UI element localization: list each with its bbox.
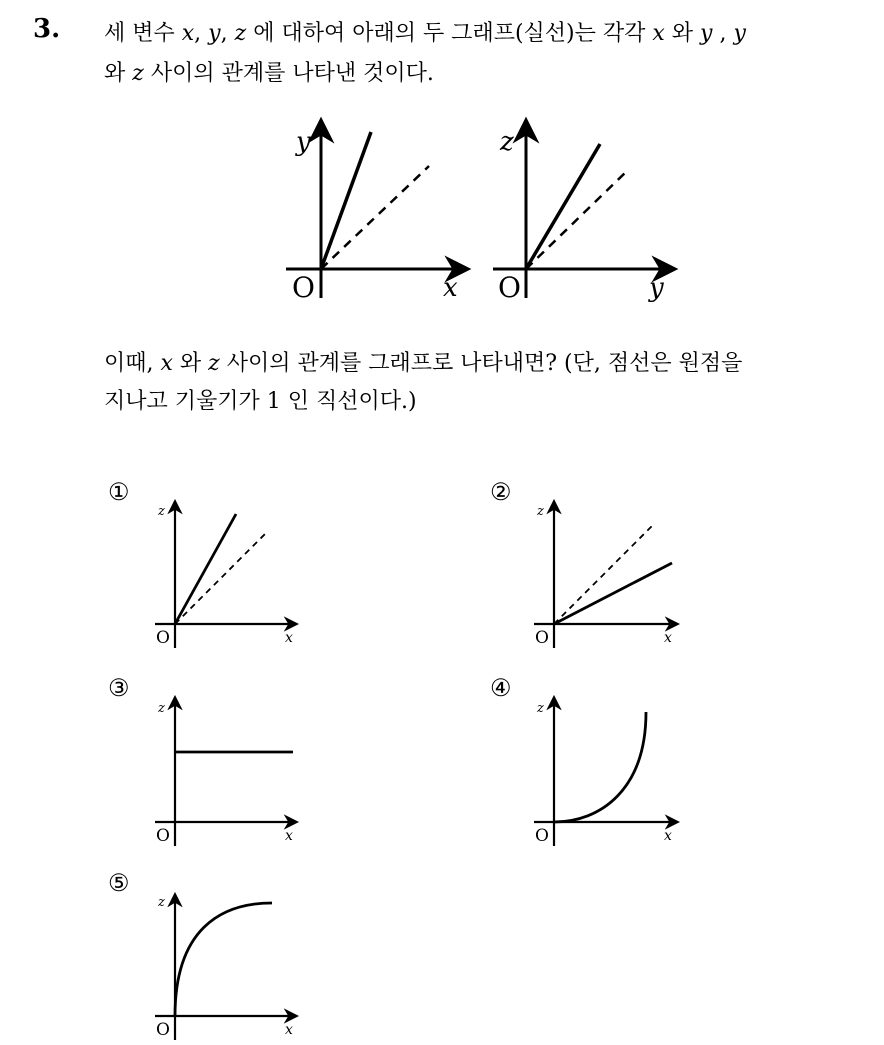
choice-2[interactable]: [490, 478, 677, 648]
origin-label: O: [156, 826, 170, 846]
text-segment: 사이의 관계를 나타낸 것이다.: [143, 61, 434, 86]
var-x: x: [652, 21, 665, 46]
solid-line: [554, 563, 672, 624]
y-label: y: [649, 273, 664, 303]
choice-5-label: ⑤: [108, 869, 130, 897]
text-segment: 에 대하여 아래의 두 그래프(실선)는 각각: [246, 21, 653, 46]
var-z: z: [234, 21, 247, 46]
var-y: y: [733, 21, 746, 46]
z-label: z: [537, 701, 544, 716]
choice-2-label: ②: [490, 478, 512, 506]
var-y: y: [700, 21, 713, 46]
z-label: z: [537, 504, 544, 519]
var-x: x: [181, 21, 195, 46]
z-label: z: [158, 504, 165, 519]
text-segment: 와: [664, 21, 701, 46]
text-segment: ,: [220, 21, 235, 46]
dashed-line: [554, 524, 654, 624]
var-y: y: [208, 21, 221, 46]
text-segment: 이때,: [104, 351, 161, 376]
y-label: y: [296, 127, 311, 157]
choice-4[interactable]: [490, 674, 677, 846]
choice-1-label: ①: [108, 478, 130, 506]
z-label: z: [158, 701, 165, 716]
text-segment: 와: [104, 61, 133, 86]
var-z: z: [132, 61, 144, 86]
origin-label: O: [535, 628, 549, 648]
x-label: x: [664, 630, 672, 646]
text-segment: 사이의 관계를 그래프로 나타내면? (단, 점선은 원점을: [219, 351, 743, 376]
choice-1[interactable]: [108, 478, 296, 648]
x-label: x: [285, 1022, 293, 1038]
text-segment: 세 변수: [104, 21, 182, 46]
question-line-4: 지나고 기울기가 1 인 직선이다.): [104, 389, 417, 414]
text-segment: 와: [172, 351, 209, 376]
origin-label: O: [156, 1020, 170, 1040]
z-label: z: [158, 895, 165, 910]
text-segment: ,: [712, 21, 734, 46]
solid-line: [175, 514, 236, 624]
solid-curve: [554, 712, 646, 822]
x-label: x: [443, 273, 458, 303]
dashed-line: [175, 533, 266, 624]
choice-5[interactable]: [108, 869, 296, 1040]
x-label: x: [285, 828, 293, 844]
var-z: z: [208, 351, 220, 376]
x-label: x: [664, 828, 672, 844]
choice-4-label: ④: [490, 674, 512, 702]
origin-label: O: [498, 271, 521, 304]
z-label: z: [500, 127, 514, 157]
text-segment: ,: [194, 21, 209, 46]
x-label: x: [285, 630, 293, 646]
origin-label: O: [535, 826, 549, 846]
choice-3[interactable]: [108, 674, 296, 846]
origin-label: O: [292, 271, 315, 304]
solid-curve: [175, 903, 272, 1016]
problem-number: 3.: [33, 14, 61, 44]
choice-3-label: ③: [108, 674, 130, 702]
origin-label: O: [156, 628, 170, 648]
var-x: x: [160, 351, 173, 376]
